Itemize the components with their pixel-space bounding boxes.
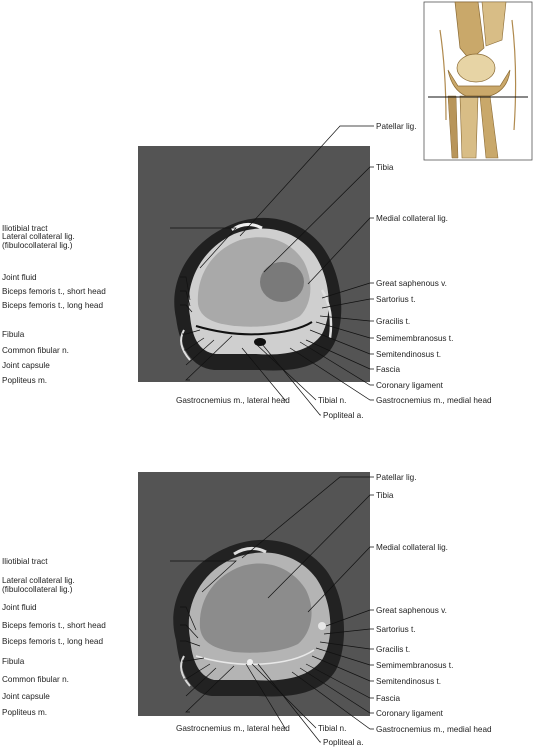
label-right-2-11: Gastrocnemius m., medial head	[376, 725, 492, 734]
label-left-1-1: Iliotibial tract	[2, 224, 48, 233]
label-right-2-3: Medial collateral lig.	[376, 543, 448, 552]
label-right-1-1: Patellar lig.	[376, 122, 417, 131]
label-right-2-9: Fascia	[376, 694, 401, 703]
label-left-2-5: Biceps femoris t., short head	[2, 621, 106, 630]
label-right-1-8: Semitendinosus t.	[376, 350, 442, 359]
label-left-2-10: Popliteus m.	[2, 708, 48, 717]
label-left-2-7: Fibula	[2, 657, 25, 666]
label-right-2-6: Gracilis t.	[376, 645, 411, 654]
label-right-2-4: Great saphenous v.	[376, 606, 447, 615]
label-bottom-1-3: Popliteal a.	[323, 411, 364, 420]
label-bottom-2-3: Popliteal a.	[323, 738, 364, 747]
label-left-2-1: Iliotibial tract	[2, 557, 48, 566]
label-left-2-6: Biceps femoris t., long head	[2, 637, 104, 646]
label-left-1-6: Biceps femoris t., long head	[2, 301, 104, 310]
label-right-1-7: Semimembranosus t.	[376, 334, 454, 343]
label-left-1-8: Common fibular n.	[2, 346, 69, 355]
label-right-2-2: Tibia	[376, 491, 394, 500]
label-right-2-7: Semimembranosus t.	[376, 661, 454, 670]
knee-inset-illustration	[424, 2, 532, 160]
label-left-1-2: Lateral collateral lig.	[2, 232, 75, 241]
label-right-1-3: Medial collateral lig.	[376, 214, 448, 223]
label-left-1-9: Joint capsule	[2, 361, 50, 370]
label-left-2-3: (fibulocollateral lig.)	[2, 585, 73, 594]
label-bottom-1-1: Gastrocnemius m., lateral head	[176, 396, 290, 405]
label-right-2-5: Sartorius t.	[376, 625, 416, 634]
label-right-1-5: Sartorius t.	[376, 295, 416, 304]
label-right-1-6: Gracilis t.	[376, 317, 411, 326]
label-right-2-8: Semitendinosus t.	[376, 677, 442, 686]
mri-panel-1	[138, 146, 370, 382]
label-right-1-10: Coronary ligament	[376, 381, 443, 390]
label-left-2-9: Joint capsule	[2, 692, 50, 701]
label-left-2-2: Lateral collateral lig.	[2, 576, 75, 585]
label-right-2-1: Patellar lig.	[376, 473, 417, 482]
label-bottom-2-1: Gastrocnemius m., lateral head	[176, 724, 290, 733]
label-left-1-10: Popliteus m.	[2, 376, 48, 385]
label-left-1-5: Biceps femoris t., short head	[2, 287, 106, 296]
label-right-1-2: Tibia	[376, 163, 394, 172]
label-right-1-4: Great saphenous v.	[376, 279, 447, 288]
label-bottom-1-2: Tibial n.	[318, 396, 347, 405]
label-left-1-4: Joint fluid	[2, 273, 37, 282]
label-left-1-3: (fibulocollateral lig.)	[2, 241, 73, 250]
label-left-2-4: Joint fluid	[2, 603, 37, 612]
label-bottom-2-2: Tibial n.	[318, 724, 347, 733]
label-right-2-10: Coronary ligament	[376, 709, 443, 718]
label-left-1-7: Fibula	[2, 330, 25, 339]
label-right-1-9: Fascia	[376, 365, 401, 374]
label-left-2-8: Common fibular n.	[2, 675, 69, 684]
label-right-1-11: Gastrocnemius m., medial head	[376, 396, 492, 405]
